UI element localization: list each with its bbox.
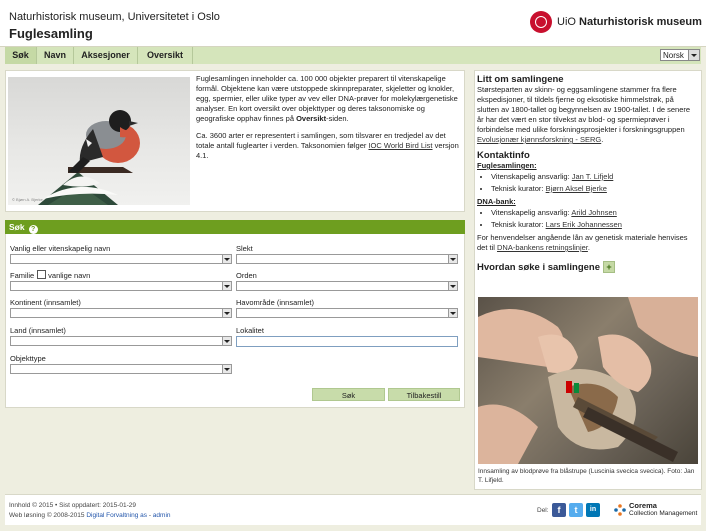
logo-museum-text: Naturhistorisk museum (579, 16, 702, 28)
contact-info: Fuglesamlingen: • Vitenskapelig ansvarlig: Jan T. Lifjeld • Teknisk kurator: Bjørn Aksel Bjerke DNA-bank: • Vitenskapelig ansvarlig: Arild Johnsen • Teknisk kurator: Lars Erik Johannessen For henvendelser angående lån av genetisk materiale henvises det til DNA-bankens retningslinjer. (477, 161, 697, 253)
family-select[interactable] (10, 281, 232, 291)
country-select[interactable] (10, 336, 232, 346)
chevron-down-icon (448, 255, 457, 263)
list-item: • Vitenskapelig ansvarlig: Jan T. Lifjeld (491, 172, 697, 182)
ocean-select[interactable] (236, 308, 458, 318)
page-title: Fuglesamling (9, 26, 93, 41)
footer-web-line: Web løsning © 2008-2015 Digital Forvaltning as - admin (9, 512, 171, 519)
corema-logo[interactable] (614, 501, 702, 521)
label-genus: Slekt (236, 244, 253, 253)
facebook-icon[interactable]: f (552, 503, 566, 517)
bird-sampling-photo (478, 297, 698, 464)
chevron-down-icon (222, 337, 231, 345)
label-common-names: vanlige navn (48, 271, 91, 280)
search-heading: Søk ? (5, 220, 465, 234)
howto-title: Hvordan søke i samlingene + (477, 261, 697, 273)
common-name-input[interactable] (10, 254, 232, 264)
continent-select[interactable] (10, 308, 232, 318)
contact-link-bjerke[interactable]: Bjørn Aksel Bjerke (545, 184, 607, 193)
tab-aksesjoner[interactable]: Aksesjoner (74, 47, 138, 64)
locality-input[interactable] (236, 336, 458, 347)
label-continent: Kontinent (innsamlet) (10, 298, 81, 307)
chevron-down-icon (448, 309, 457, 317)
intro-text (196, 74, 464, 168)
corema-sub: Collection Management (629, 510, 698, 517)
corema-icon (614, 504, 626, 516)
bird-collection-heading: Fuglesamlingen: (477, 161, 537, 170)
site-footer (5, 494, 701, 525)
twitter-icon[interactable]: t (569, 503, 583, 517)
photo-caption: Innsamling av blodprøve fra blåstrupe (Luscinia svecica svecica). Foto: Jan T. Lifjeld. (478, 468, 695, 484)
digital-forvaltning-link[interactable]: Digital Forvaltning as (86, 512, 148, 519)
list-item: • Vitenskapelig ansvarlig: Arild Johnsen (491, 208, 697, 218)
chevron-down-icon (222, 309, 231, 317)
label-object-type: Objekttype (10, 354, 46, 363)
language-select[interactable] (660, 49, 700, 61)
label-order: Orden (236, 271, 257, 280)
reset-button[interactable]: Tilbakestill (388, 388, 460, 401)
object-type-select[interactable] (10, 364, 232, 374)
common-names-checkbox[interactable] (37, 270, 46, 279)
chevron-down-icon (222, 255, 231, 263)
help-icon[interactable]: ? (29, 225, 38, 234)
tab-oversikt[interactable]: Oversikt (138, 47, 193, 64)
tab-navn[interactable]: Navn (37, 47, 74, 64)
uio-seal-icon (530, 11, 552, 33)
sidebar (477, 74, 697, 273)
list-item: • Teknisk kurator: Lars Erik Johannessen (491, 220, 697, 230)
site-header (0, 0, 706, 47)
order-select[interactable] (236, 281, 458, 291)
language-value: Norsk (663, 51, 684, 60)
intro-paragraph-2: Ca. 3600 arter er representert i samlingen, som tilsvarer en tredjedel av det totale antall fuglearter i verden. Taksonomien følger IOC World Bird List versjon 4.1. (196, 131, 459, 160)
sampling-illustration (478, 297, 698, 464)
intro-paragraph-1: Fuglesamlingen inneholder ca. 100 000 objekter preparert til vitenskapelige formål. Objektene kan være utstoppede skinnpreparater, skjeletter og knokler, egg, spermier, eller ulike typer av vev eller DNA-prøver for molekylærgenetiske analyser. En kort oversikt over objekttyper og deres taksonomiske og geografiske opphav finnes på Oversikt-siden. (196, 74, 458, 123)
contact-link-lifjeld[interactable]: Jan T. Lifjeld (571, 172, 614, 181)
bullfinch-illustration (8, 77, 190, 205)
contact-title: Kontaktinfo (477, 150, 530, 161)
institution-name: Naturhistorisk museum, Universitetet i Oslo (9, 11, 220, 23)
label-family: Familie vanlige navn (10, 271, 91, 280)
genus-select[interactable] (236, 254, 458, 264)
admin-link[interactable]: admin (152, 512, 171, 519)
dna-bank-heading: DNA-bank: (477, 197, 516, 206)
label-common-name: Vanlig eller vitenskapelig navn (10, 244, 111, 253)
chevron-down-icon (448, 282, 457, 290)
linkedin-icon[interactable]: in (586, 503, 600, 517)
corema-name: Corema (629, 501, 657, 510)
search-button[interactable]: Søk (312, 388, 385, 401)
chevron-down-icon (222, 365, 231, 373)
contact-link-johnsen[interactable]: Arild Johnsen (571, 208, 617, 217)
tab-sok[interactable]: Søk (5, 47, 37, 64)
contact-link-johannessen[interactable]: Lars Erik Johannessen (545, 220, 622, 229)
serg-link[interactable]: Evolusjonær kjønnsforskning - SERG (477, 135, 602, 144)
share-label: Del: (537, 507, 549, 514)
about-text: Størsteparten av skinn- og eggsamlingene stammer fra flere ekspedisjoner, til tildels fjerne og eksotiske himmelstrøk, på slutten av 1800-tallet og begynnelsen av 1900-tallet. I de senere år har det vært en stor tilvekst av blod- og spermieprøver i forbindelse med ulike forskningsprosjekter i forskningsgruppen Evolusjonær kjønnsforskning - SERG. (477, 85, 691, 144)
dna-guidelines-link[interactable]: DNA-bankens retningslinjer (497, 243, 588, 252)
label-ocean: Havområde (innsamlet) (236, 298, 314, 307)
uio-logo[interactable] (530, 11, 702, 37)
ioc-link[interactable]: IOC World Bird List (368, 141, 433, 150)
oversikt-bold: Oversikt (296, 114, 327, 123)
expand-plus-icon[interactable]: + (603, 261, 615, 273)
list-item: • Teknisk kurator: Bjørn Aksel Bjerke (491, 184, 697, 194)
image-credit: © Bjørn A. Bjerke (12, 197, 43, 202)
chevron-down-icon (222, 282, 231, 290)
about-title: Litt om samlingene (477, 74, 564, 85)
main-nav (5, 47, 701, 64)
chevron-down-icon (688, 50, 699, 60)
footer-content-line: Innhold © 2015 • Sist oppdatert: 2015-01-29 (9, 502, 137, 509)
label-locality: Lokalitet (236, 326, 264, 335)
bullfinch-photo (8, 77, 190, 205)
logo-uio-text: UiO (557, 16, 576, 28)
label-country: Land (innsamlet) (10, 326, 66, 335)
